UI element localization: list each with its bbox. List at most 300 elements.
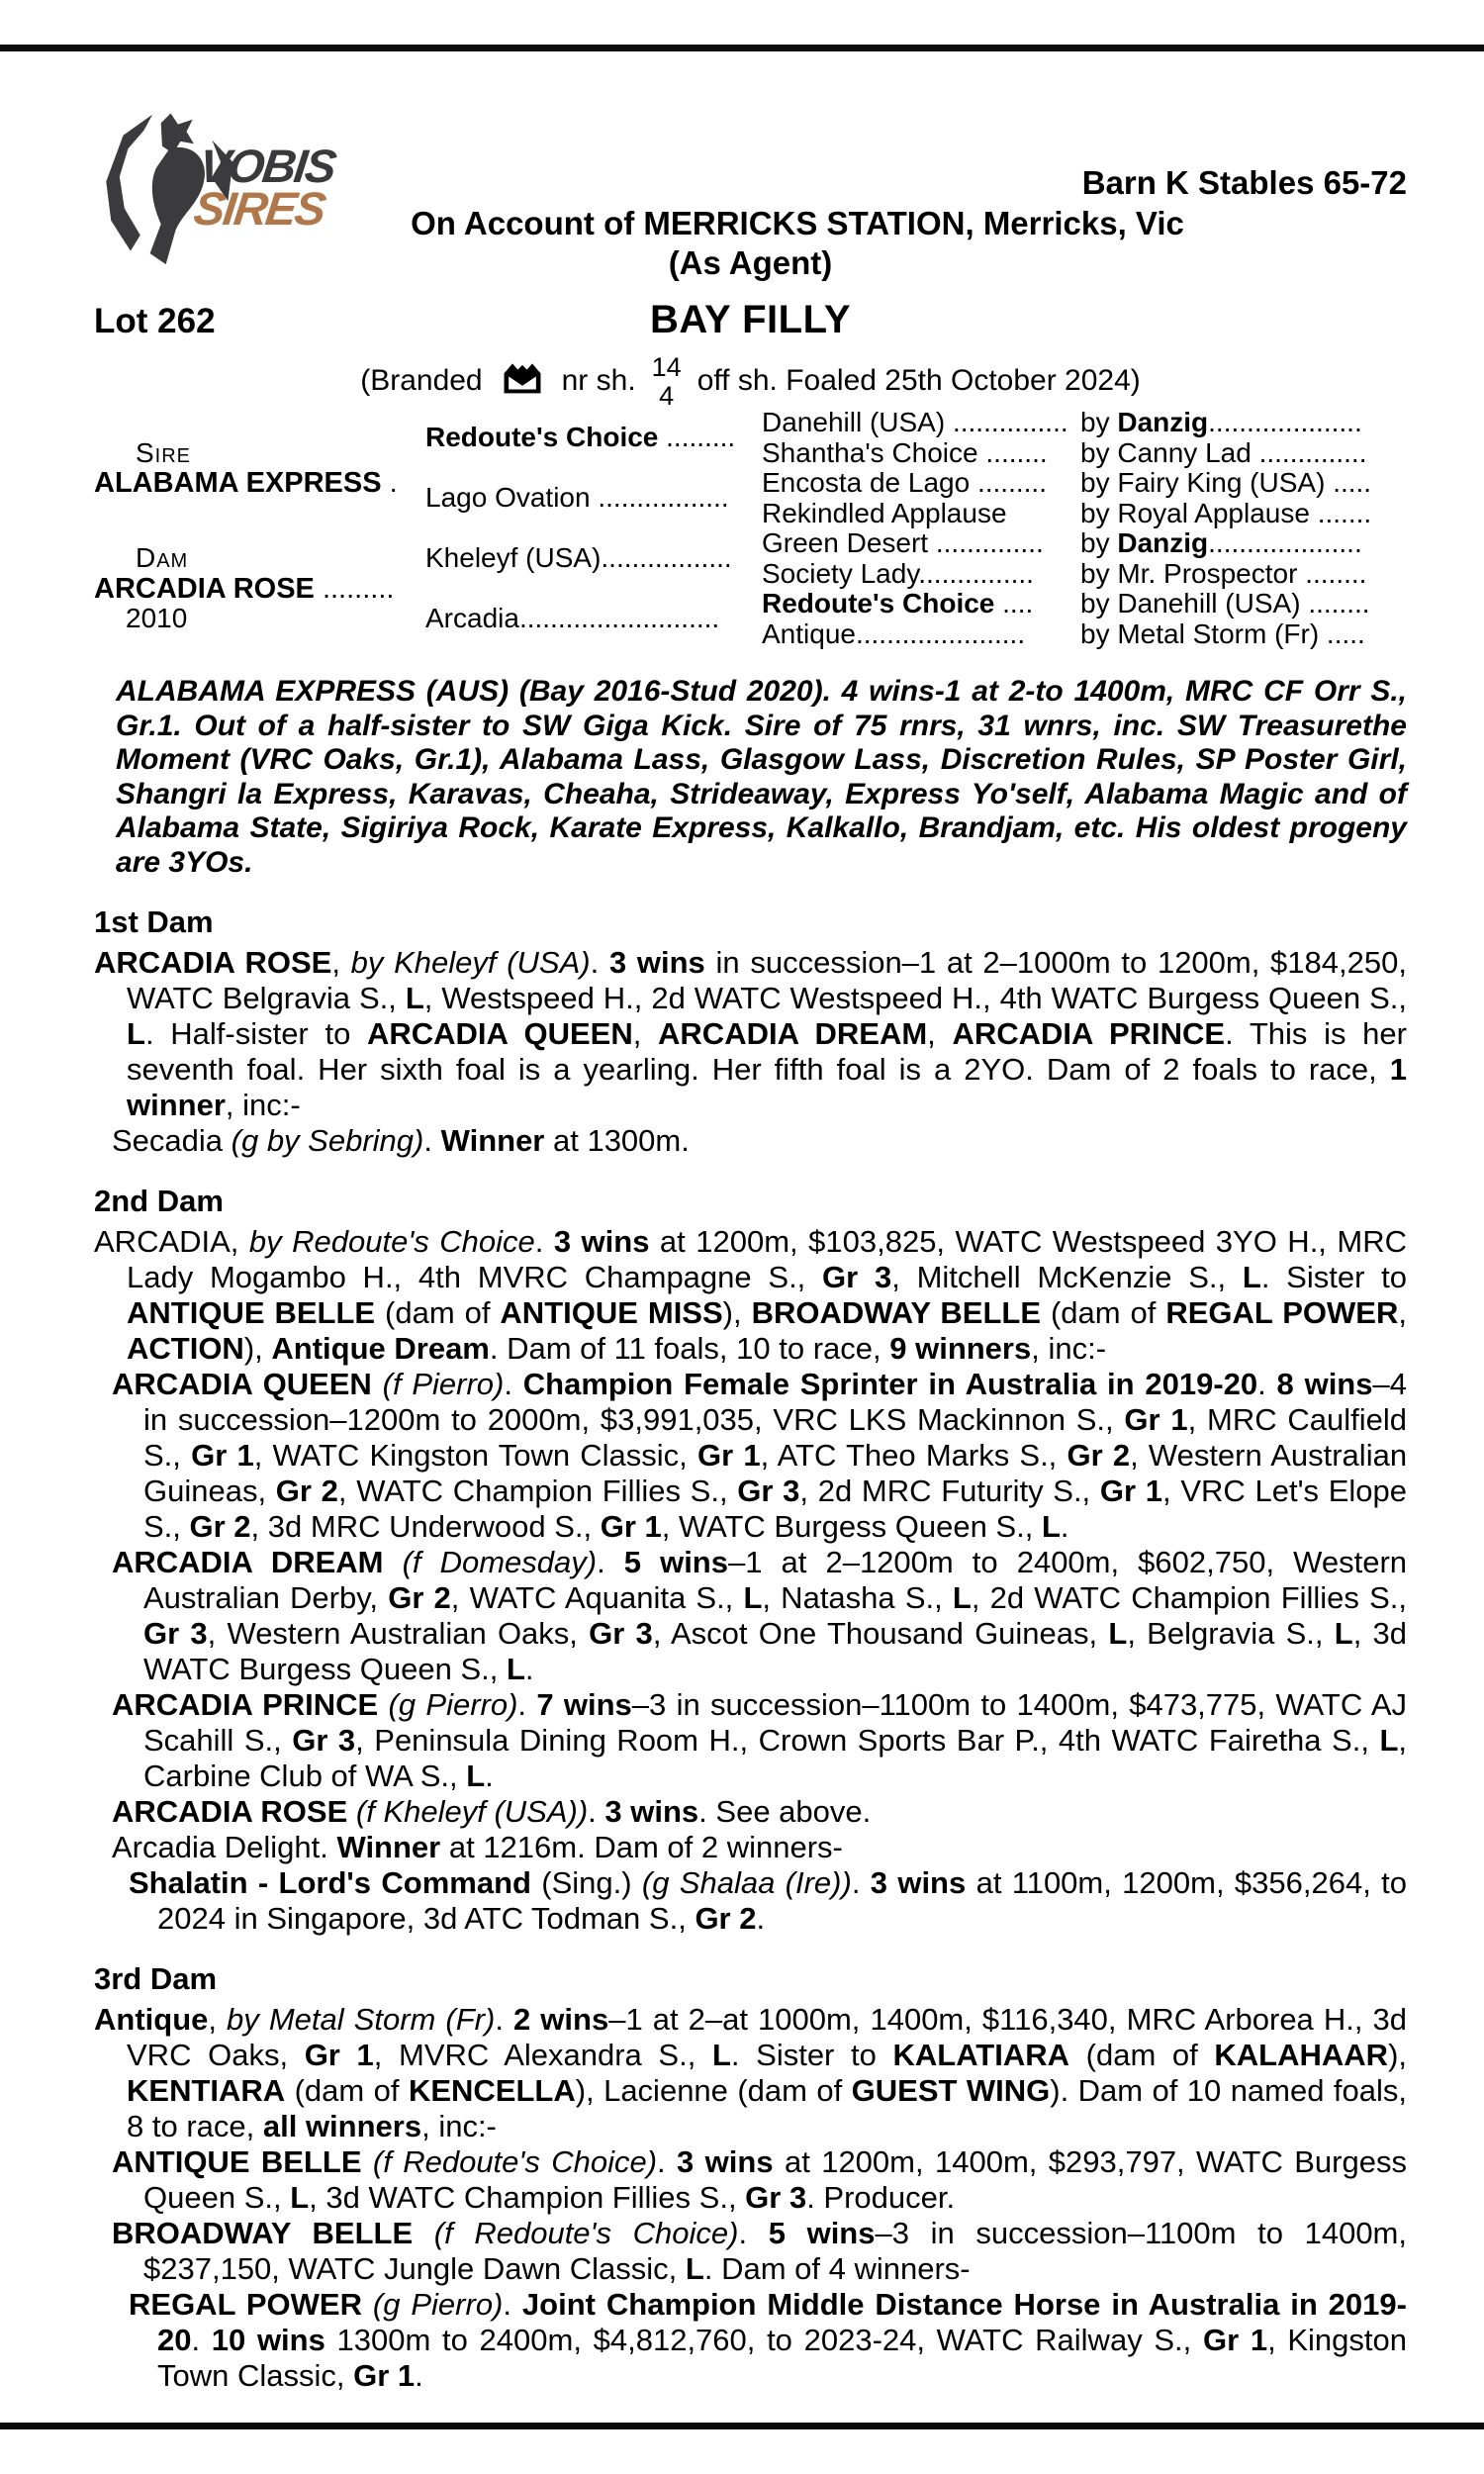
text-segment: , Belgravia S., [1127,1616,1335,1651]
text-segment: . [657,2144,678,2179]
text-segment: 2 wins [513,2002,609,2037]
great-grandparent-name [762,589,1080,619]
dot-leader: .............. [1258,436,1367,468]
vendor-account-line: On Account of MERRICKS STATION, Merricks, Vic [411,205,1184,241]
text-segment: . [191,2323,212,2357]
text-segment: . Half-sister to [144,1016,367,1051]
great-grandparent-name [762,619,1080,650]
text-segment: ARCADIA QUEEN [367,1016,633,1051]
dam-section-heading: 2nd Dam [94,1184,224,1218]
text-segment: Gr 1 [353,2358,416,2393]
grandparent-name [425,483,729,514]
text-segment [413,2216,434,2250]
pedigree-entry [94,2144,1407,2216]
text-segment: BROADWAY BELLE [751,1295,1041,1330]
text-segment: , [1398,1295,1407,1330]
brand-number-bottom: 4 [659,381,675,412]
text-segment: . See above. [698,1794,872,1829]
text-segment: at 1300m. [544,1123,690,1158]
text-segment: Gr 2 [189,1509,251,1544]
dot-leader: ................. [590,482,729,514]
text-segment: , 3d WATC Burgess Queen S., [143,1616,1408,1686]
text-segment: (f Redoute's Choice) [372,2144,658,2179]
barn-stables-line: Barn K Stables 65-72 [1081,164,1407,201]
by-prefix: by [1080,527,1118,558]
text-segment: , 3d MRC Underwood S., [250,1509,601,1544]
text-segment: KALATIARA [892,2038,1070,2072]
by-sire-name: Metal Storm (Fr) [1117,618,1327,649]
page-title: BAY FILLY [649,298,852,341]
great-grandparent-name [762,438,1080,469]
text-segment: Gr 2 [695,1901,757,1936]
dam-section-heading: 1st Dam [94,904,214,939]
text-segment: Gr 1 [1124,1402,1188,1437]
text-segment: Gr 1 [304,2038,374,2072]
grandparent-name-text: Arcadia [425,603,519,634]
text-segment: , MRC Caulfield S., [143,1402,1408,1473]
great-grandparent-name [762,528,1080,559]
grandparent-name [425,543,732,574]
great-grandparent-by [1080,468,1402,499]
text-segment: . [1257,1367,1277,1401]
text-segment: . [503,2287,522,2322]
text-segment: , Natasha S., [762,1580,953,1615]
text-segment: . Sister to [1260,1260,1408,1294]
text-segment: L [952,1580,972,1615]
text-segment: (f Domesday) [402,1545,598,1579]
text-segment: (dam of [375,1295,501,1330]
text-segment: ), Lacienne (dam of [575,2073,852,2108]
dot-leader: ............... [918,557,1034,589]
text-segment: , [632,1016,659,1051]
dam-cell [94,528,425,649]
pedigree-entry [94,1794,1407,1830]
sire-label: Sire [136,436,192,468]
great-grandparent-by [1080,559,1402,590]
text-segment: , ATC Theo Marks S., [760,1438,1067,1473]
text-segment: 3 wins [677,2144,774,2179]
text-segment: . [851,1865,871,1900]
grandparent-cell [425,468,762,528]
text-segment: ANTIQUE MISS [500,1295,723,1330]
text-segment: –1 at 2–1200m to 2400m, $602,750, Western Australian Derby, [143,1545,1408,1615]
great-grandparent-name-text: Danehill (USA) [762,407,953,437]
text-segment: (g by Sebring) [231,1123,424,1158]
text-segment: , WATC Burgess Queen S., [661,1509,1042,1544]
text-segment: . [534,1224,554,1259]
text-segment: . [1060,1509,1069,1544]
text-segment: . [590,945,609,980]
by-prefix: by [1080,407,1118,437]
text-segment: (g Pierro) [388,1687,518,1722]
text-segment: at 1100m, 1200m, $356,264, to 2024 in Singapore, 3d ATC Todman S., [157,1865,1408,1936]
text-segment: ARCADIA ROSE [112,1794,348,1829]
text-segment: , Peninsula Dining Room H., Crown Sports Bar P., 4th WATC Fairetha S., [355,1723,1380,1758]
text-segment: ACTION [127,1331,244,1366]
grandparent-cell [425,408,762,468]
text-segment: L [1379,1723,1399,1758]
pedigree-entry [94,1545,1407,1687]
text-segment: –1 at 2–at 1000m, 1400m, $116,340, MRC Arborea H., 3d VRC Oaks, [127,2002,1407,2072]
pedigree-entry [94,2216,1407,2287]
dot-leader: .................... [1208,407,1362,437]
text-segment: 5 wins [623,1545,728,1579]
dot-leader: ........ [985,436,1048,468]
dot-leader: ......... [658,422,736,453]
text-segment: ), [243,1331,272,1366]
dot-leader: ..... [1333,467,1372,498]
top-rule [0,45,1484,51]
great-grandparent-by [1080,499,1402,529]
grandparent-cell [425,589,762,649]
text-segment: BROADWAY BELLE [112,2216,414,2250]
text-segment: (g Pierro) [372,2287,504,2322]
text-segment: ARCADIA ROSE [94,945,332,980]
text-segment: . [517,1687,537,1722]
text-segment: ARCADIA DREAM [112,1545,384,1579]
pedigree-entry [94,1830,1407,1865]
dot-leader: .............. [935,527,1044,558]
sire-summary-paragraph: ALABAMA EXPRESS (AUS) (Bay 2016-Stud 2020). 4 wins-1 at 2-to 1400m, MRC CF Orr S., Gr.1. Out of a half-sister to SW Giga Kick. Sire of 75 rnrs, 31 wnrs, inc. SW Treasurethe Moment (VRC Oaks, Gr.1), Alabama Lass, Glasgow Lass, Discretion Rules, SP Poster Girl, Shangri la Express, Karavas, Cheaha, Strideaway, Express Yo'self, Alabama Magic and of Alabama State, Sigiriya Rock, Karate Express, Kalkallo, Brandjam, etc. His oldest progeny are 3YOs. [116,675,1407,879]
by-sire-name: Danehill (USA) [1117,588,1309,618]
text-segment: Gr 1 [1099,1474,1163,1508]
text-segment: , 2d WATC Champion Fillies S., [971,1580,1407,1615]
text-segment: Arcadia Delight. [112,1830,337,1864]
logo-sires-label: SIRES [191,181,327,235]
dot-leader: ....... [1317,497,1372,528]
grandparent-name-text: Lago Ovation [425,482,591,514]
dam-label: Dam [136,542,189,574]
text-segment: 8 wins [1276,1367,1373,1401]
branded-open-text: (Branded [360,364,483,398]
by-sire-name: Mr. Prospector [1117,557,1306,589]
text-segment: GUEST WING [851,2073,1051,2108]
text-segment: –3 in succession–1100m to 1400m, $237,150, WATC Jungle Dawn Classic, [143,2216,1407,2286]
text-segment: 10 wins [211,2323,325,2357]
sire-name-text: ALABAMA EXPRESS [94,467,382,499]
grandparent-name-text: Redoute's Choice [425,422,659,453]
text-segment: REGAL POWER [1165,1295,1399,1330]
text-segment: L [1242,1260,1261,1294]
text-segment: Secadia [112,1123,232,1158]
text-segment: , 3d WATC Champion Fillies S., [309,2180,746,2215]
text-segment: , [927,1016,953,1051]
text-segment: 7 wins [536,1687,632,1722]
text-segment [347,1794,356,1829]
text-segment [384,1545,403,1579]
text-segment: KENTIARA [127,2073,286,2108]
dot-leader: ................. [601,542,732,574]
pedigree-table [94,408,1407,649]
text-segment: L [1334,1616,1353,1651]
text-segment: (f Pierro) [382,1367,505,1401]
text-segment: . [495,2002,513,2037]
text-segment: Winner [440,1123,545,1158]
great-grandparent-name [762,408,1080,438]
text-segment: . Sister to [730,2038,893,2072]
text-segment: . [415,2358,423,2393]
text-segment: Gr 3 [737,1474,800,1508]
text-segment: ARCADIA, [94,1224,249,1259]
text-segment [362,2144,373,2179]
by-prefix: by [1080,557,1118,589]
text-segment: Gr 3 [292,1723,356,1758]
great-grandparent-by [1080,619,1402,650]
great-grandparent-name [762,499,1080,529]
text-segment: ARCADIA DREAM [658,1016,928,1051]
text-segment: L [290,2180,310,2215]
sire-name [94,468,425,499]
logo-text [191,140,338,235]
text-segment: KENCELLA [408,2073,576,2108]
by-prefix: by [1080,436,1118,468]
text-segment: L [685,2251,704,2286]
dot-leader: ............... [952,407,1068,437]
by-prefix: by [1080,618,1118,649]
text-segment: Joint Champion Middle Distance Horse in Australia in 2019-20 [157,2287,1407,2357]
text-segment: at 1216m. Dam of 2 winners- [440,1830,843,1864]
great-grandparent-name-text: Redoute's Choice [762,588,995,618]
text-segment: L [1041,1509,1061,1544]
text-segment: L [506,1652,525,1686]
text-segment: by Redoute's Choice [248,1224,535,1259]
text-segment: , 2d MRC Futurity S., [799,1474,1100,1508]
text-segment: Gr 3 [143,1616,208,1651]
dam-year: 2010 [126,603,188,634]
logo-vobis-label: VOBIS [196,140,338,192]
dot-leader: ......... [976,467,1047,498]
text-segment: , WATC Aquanita S., [450,1580,744,1615]
text-segment: 3 wins [553,1224,650,1259]
pedigree-entry [94,2002,1407,2144]
by-sire-name: Royal Applause [1117,497,1318,528]
dot-leader: .......................... [518,603,720,634]
text-segment: . [588,1794,605,1829]
text-segment: (dam of [1041,1295,1166,1330]
text-segment: L [743,1580,763,1615]
pedigree-entry [94,1123,1407,1159]
text-segment: Champion Female Sprinter in Australia in 2019-20 [522,1367,1258,1401]
text-segment: 3 wins [604,1794,699,1829]
text-segment: ARCADIA PRINCE [952,1016,1226,1051]
dam-name [94,574,425,605]
text-segment: , [331,945,351,980]
great-grandparent-by [1080,528,1402,559]
bottom-rule [0,2423,1484,2429]
by-sire-name: Fairy King (USA) [1117,467,1334,498]
text-segment: L [711,2038,731,2072]
text-segment: . [597,1545,624,1579]
dot-leader: ......... [314,572,395,605]
great-grandparent-name-text: Antique [762,618,856,649]
text-segment: 3 wins [870,1865,967,1900]
text-segment: Antique [94,2002,209,2037]
text-segment: Gr 3 [745,2180,807,2215]
text-segment: (dam of [1069,2038,1215,2072]
text-segment: Antique Dream [271,1331,490,1366]
pedigree-entry [94,1687,1407,1794]
text-segment: , inc:- [225,1088,301,1122]
dam-sections [94,904,1407,2394]
text-segment: Gr 1 [191,1438,254,1473]
lot-number: Lot 262 [94,302,216,340]
dot-leader: .... [994,588,1034,618]
text-segment: L [405,981,424,1015]
text-segment: –4 in succession–1200m to 2000m, $3,991,035, VRC LKS Mackinnon S., [143,1367,1407,1437]
text-segment: , inc:- [1031,1331,1107,1366]
text-segment: Gr 3 [822,1260,892,1294]
text-segment: , Western Australian Guineas, [143,1438,1408,1508]
text-segment: ). Dam of 10 named foals, 8 to race, [127,2073,1407,2143]
great-grandparent-name [762,559,1080,590]
text-segment: Gr 2 [275,1474,338,1508]
page-content [94,105,1407,2394]
text-segment: , WATC Kingston Town Classic, [253,1438,697,1473]
text-segment: at 1200m, $103,825, WATC Westspeed 3YO H., MRC Lady Mogambo H., 4th MVRC Champagne S., [127,1224,1407,1294]
text-segment: , inc:- [421,2109,497,2143]
text-segment [362,2287,373,2322]
text-segment: 5 wins [768,2216,876,2250]
as-agent-line: (As Agent) [668,244,833,281]
text-segment: KALAHAAR [1214,2038,1389,2072]
pedigree-entry [94,1224,1407,1367]
text-segment: at 1200m, 1400m, $293,797, WATC Burgess Queen S., [143,2144,1407,2215]
text-segment: ), [722,1295,752,1330]
brand-number-top: 14 [651,352,682,382]
text-segment: , Westspeed H., 2d WATC Westspeed H., 4th WATC Burgess Queen S., [423,981,1407,1015]
text-segment: . [524,1652,534,1686]
text-segment: ARCADIA QUEEN [112,1367,372,1401]
text-segment: , [208,2002,228,2037]
text-segment: Gr 3 [589,1616,653,1651]
by-sire-name: Canny Lad [1117,436,1259,468]
text-segment: 1300m to 2400m, $4,812,760, to 2023-24, WATC Railway S., [325,2323,1203,2357]
text-segment [378,1687,388,1722]
dot-leader: . [381,467,398,499]
text-segment: (f Redoute's Choice) [433,2216,739,2250]
brand-number-fraction [652,353,682,411]
text-segment: in succession–1 at 2–1000m to 1200m, $184,250, WATC Belgravia S., [127,945,1407,1015]
text-segment: . [738,2216,769,2250]
text-segment: Gr 1 [1202,2323,1268,2357]
text-segment [372,1367,383,1401]
text-segment: , Western Australian Oaks, [207,1616,590,1651]
foaled-text: off sh. Foaled 25th October 2024) [696,364,1141,398]
dot-leader: ...................... [855,618,1026,649]
by-prefix: by [1080,497,1118,528]
lot-row [94,298,1407,345]
pedigree-entry [94,1367,1407,1545]
branded-line [94,353,1407,411]
by-sire-name: Danzig [1117,407,1209,437]
great-grandparent-by [1080,589,1402,619]
by-prefix: by [1080,588,1118,618]
great-grandparent-name-text: Shantha's Choice [762,436,986,468]
text-segment: , Ascot One Thousand Guineas, [652,1616,1109,1651]
text-segment: Shalatin - Lord's Command [129,1865,531,1900]
text-segment: , Mitchell McKenzie S., [891,1260,1243,1294]
nr-sh-text: nr sh. [561,364,636,398]
text-segment: . [756,1901,766,1936]
text-segment: 9 winners [889,1331,1032,1366]
text-segment: . [485,1759,494,1793]
text-segment: –3 in succession–1100m to 1400m, $473,775, WATC AJ Scahill S., [143,1687,1408,1758]
text-segment: , VRC Let's Elope S., [143,1474,1407,1544]
by-sire-name: Danzig [1117,527,1209,558]
text-segment: Gr 2 [1067,1438,1131,1473]
dam-name-text: ARCADIA ROSE [94,572,315,605]
text-segment: . This is her seventh foal. Her sixth foal is a yearling. Her fifth foal is a 2YO. Dam of 2 foals to race, [127,1016,1407,1087]
by-prefix: by [1080,467,1118,498]
grandparent-name [425,604,719,634]
pedigree-entry [94,1865,1407,1937]
text-segment: (dam of [285,2073,409,2108]
brand-mark-icon [503,361,542,395]
text-segment: . [504,1367,523,1401]
text-segment: ANTIQUE BELLE [127,1295,376,1330]
grandparent-cell [425,528,762,589]
pedigree-entry [94,945,1407,1123]
great-grandparent-by [1080,408,1402,438]
vobis-sires-logo [94,111,353,305]
text-segment: all winners [262,2109,422,2143]
text-segment: . [423,1123,441,1158]
text-segment: Winner [336,1830,441,1864]
great-grandparent-name-text: Rekindled Applause [762,497,1007,528]
grandparent-name-text: Kheleyf (USA) [425,542,602,574]
text-segment: ), [1388,2038,1407,2072]
text-segment: Gr 1 [600,1509,662,1544]
great-grandparent-name-text: Society Lady [762,557,919,589]
dot-leader: ..... [1326,618,1365,649]
text-segment: (Sing.) [530,1865,642,1900]
text-segment: (g Shalaa (Ire)) [641,1865,852,1900]
text-segment: by Kheleyf (USA) [350,945,591,980]
great-grandparent-name [762,468,1080,499]
great-grandparent-name-text: Encosta de Lago [762,467,977,498]
text-segment: , WATC Champion Fillies S., [337,1474,738,1508]
text-segment: 1 winner [127,1052,1407,1122]
text-segment: L [1108,1616,1128,1651]
text-segment: , Kingston Town Classic, [157,2323,1408,2393]
text-segment: ARCADIA PRINCE [112,1687,379,1722]
header [94,105,1407,412]
text-segment: (f Kheleyf (USA)) [355,1794,589,1829]
text-segment: , MVRC Alexandra S., [373,2038,712,2072]
dam-section-heading: 3rd Dam [94,1961,218,1996]
text-segment: L [466,1759,486,1793]
text-segment: Gr 2 [388,1580,451,1615]
text-segment: Gr 1 [696,1438,761,1473]
sire-cell [94,408,425,528]
text-segment: 3 wins [608,945,705,980]
dot-leader: ........ [1308,588,1370,618]
text-segment: L [127,1016,145,1051]
text-segment: ANTIQUE BELLE [112,2144,362,2179]
dot-leader: .................... [1208,527,1362,558]
text-segment: . Dam of 4 winners- [703,2251,971,2286]
text-segment: , Carbine Club of WA S., [143,1723,1408,1793]
great-grandparent-name-text: Green Desert [762,527,936,558]
text-segment: . Dam of 11 foals, 10 to race, [489,1331,890,1366]
great-grandparent-by [1080,438,1402,469]
grandparent-name [425,423,735,453]
pedigree-entry [94,2287,1407,2394]
text-segment: REGAL POWER [129,2287,362,2322]
text-segment: . Producer. [806,2180,956,2215]
text-segment: by Metal Storm (Fr) [227,2002,496,2037]
dot-leader: ........ [1305,557,1367,589]
